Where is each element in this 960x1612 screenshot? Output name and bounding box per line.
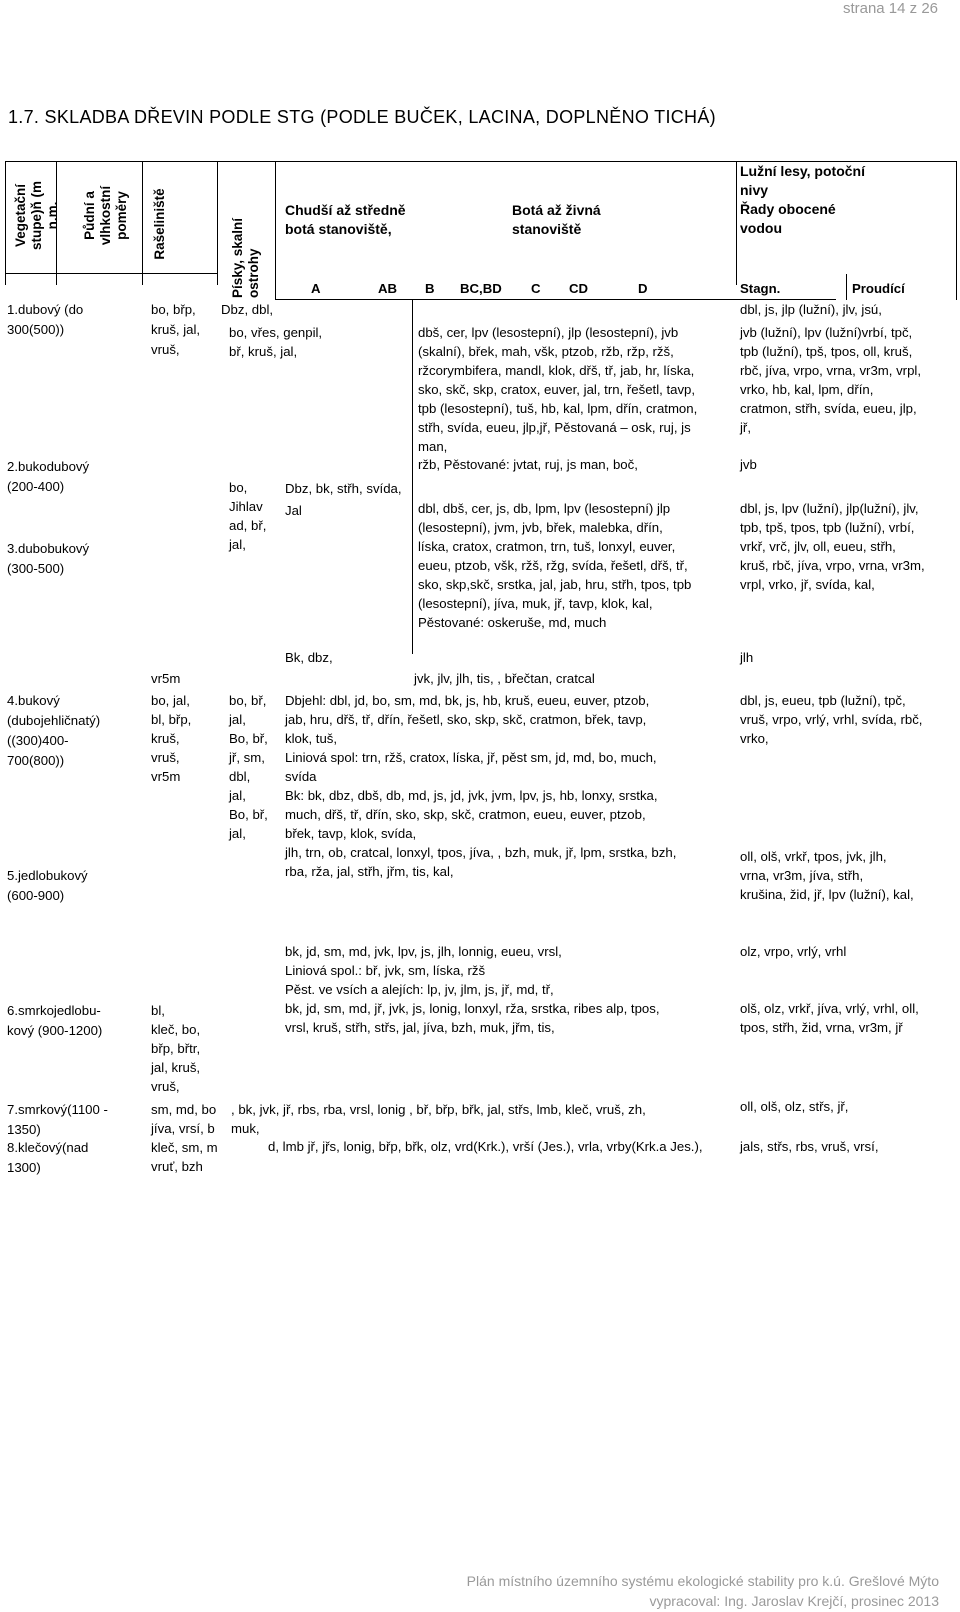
peat-r45: bo, jal, bl, břp, kruš, vruš, vr5m — [151, 693, 192, 784]
peat-top-r45: vr5m — [151, 671, 181, 686]
rich-r2: ržb, Pěstované: jvtat, ruj, js man, boč, — [418, 457, 638, 472]
main-r45: Dbjehl: dbl, jd, bo, sm, md, bk, js, hb, kruš, eueu, euver, ptzob, jab, hru, dřš, tř, dřín, řešetl, sko, skp, skč, cratmon, břek, tavp, klok, tuš, Liniová spol: trn, ržš, cratox, líska, jř, pěst sm, jd, md, bo, much, svída Bk: bk, dbz, dbš, db, md, js, jd, jvk, jvm, lpv, js, hb, lonxy, srstka, much, dřš, tř, dřín, sko, skp, skč, cratmon, eueu, euver, ptzob, břek, tavp, klok, svída, jlh, trn, ob, cratcal, lonxyl, tpos, jíva, , bzh, muk, jř, lpm, srstka, bzh, rba, rža, jal, střh, jřm, tis, kal, — [285, 693, 677, 879]
wide-species-r45: jvk, jlv, jlh, tis, , břečtan, cratcal — [414, 671, 595, 686]
sand-r45: bo, bř, jal, Bo, bř, jř, sm, dbl, jal, Bo, bř, jal, — [229, 693, 268, 841]
poor-top-r45: Bk, dbz, — [285, 650, 333, 665]
footer-plan-title: Plán místního územního systému ekologické stability pro k.ú. Grešlové Mýto — [466, 1573, 939, 1589]
page-number: strana 14 z 26 — [842, 0, 938, 17]
stage-1-dubovy: 1.dubový (do 300(500)) — [7, 302, 84, 337]
trophic-label: A — [311, 281, 321, 296]
trophic-label: CD — [569, 281, 589, 296]
trophic-label: D — [638, 281, 648, 296]
header-peat-bog: Rašeliniště — [152, 188, 167, 260]
peat-r7: sm, md, bo jíva, vrsí, b — [151, 1102, 217, 1136]
stage-8-klecovy: 8.klečový(nad 1300) — [7, 1140, 89, 1175]
peat-r6: bl, kleč, bo, břp, břtr, jal, kruš, vruš, — [151, 1003, 201, 1094]
riparian-r8: jals, střs, rbs, vruš, vrsí, — [740, 1139, 879, 1154]
trophic-label: B — [425, 281, 435, 296]
peat-r1: bo, břp, kruš, jal, vruš, — [151, 302, 201, 357]
riparian-r6: olz, vrpo, vrlý, vrhl olš, olz, vrkř, jíva, vrlý, vrhl, oll, tpos, střh, žid, vrna, vr3m, jř — [740, 944, 919, 1035]
stage-2-bukodubovy: 2.bukodubový (200-400) — [7, 459, 90, 494]
rich-r3: dbl, dbš, cer, js, db, lpm, lpv (lesostepní) jlp (lesostepní), jvm, jvb, břek, malebka, dřín, líska, cratox, cratmon, trn, tuš, lonxyl, euver, eueu, ptzob, všk, ržš, ržg, svída, řešetl, dřš, tř, sko, skp,skč, srstka, jal, jab, hru, střh, tpos, tpb (lesostepní), jíva, muk, jř, tavp, klok, kal, Pěstované: oskeruše, md, much — [418, 501, 692, 630]
riparian-r3: dbl, js, lpv (lužní), jlp(lužní), jlv, tpb, tpš, tpos, tpb (lužní), vrbí, vrkř, vrč, jlv, oll, eueu, střh, kruš, rbč, jíva, vrpo, vrna, vr3m, vrpl, vrko, jř, svída, kal, — [740, 501, 925, 592]
header-vegetation-stage: Vegetační stupe)ň (m n.m. — [13, 181, 60, 250]
trophic-label: Proudící — [852, 281, 905, 296]
footer-author: vypracoval: Ing. Jaroslav Krejčí, prosinec 2013 — [649, 1593, 939, 1609]
header-sand-rocks: Písky, skalní ostrohy — [230, 217, 261, 298]
sand-r1: bo, vřes, genpil, bř, kruš, jal, — [229, 325, 323, 359]
trophic-label: Stagn. — [740, 281, 781, 296]
peat-r8: kleč, sm, m vruť, bzh — [151, 1140, 218, 1174]
stage-4-bukovy: 4.bukový (dubojehličnatý) ((300)400- 700(800)) — [7, 693, 101, 768]
section-heading: 1.7. SKLADBA DŘEVIN PODLE STG (PODLE BUČEK, LACINA, DOPLNĚNO TICHÁ) — [8, 107, 716, 127]
trophic-label: BC,BD — [460, 281, 502, 296]
riparian-r7: oll, olš, olz, střs, jř, — [740, 1099, 849, 1114]
main-r7: , bk, jvk, jř, rbs, rba, vrsl, lonig , bř, břp, břk, jal, střs, lmb, kleč, vruš, zh, muk, — [231, 1102, 646, 1136]
riparian-top-r45: jlh — [740, 650, 754, 665]
poor-r3: Dbz, bk, střh, svída, Jal — [285, 481, 402, 518]
main-r6: bk, jd, sm, md, jvk, lpv, js, jlh, lonnig, eueu, vrsl, Liniová spol.: bř, jvk, sm, líska, ržš Pěst. ve vsích a alejích: lp, jv, jlm, js, jř, md, tř, bk, jd, sm, md, jř, jvk, js, lonig, lonxyl, rža, srstka, ribes alp, tpos, vrsl, kruš, střh, střs, jal, jíva, bzh, muk, jřm, tis, — [285, 944, 660, 1035]
rich-r1: dbš, cer, lpv (lesostepní), jlp (lesostepní), jvb (skalní), břek, mah, všk, ptzob, ržb, ržp, ržš, ržcorymbifera, mandl, klok, dřš, tř, jab, hr, líska, sko, skč, skp, cratox, euver, jal, trn, řešetl, tavp, tpb (lesostepní), tuš, hb, kal, lpm, dřín, cratmon, střh, svída, eueu, jlp,jř, Pěstovaná – osk, ruj, js man, — [418, 325, 698, 454]
riparian-top-r1: dbl, js, jlp (lužní), jlv, jsú, — [740, 302, 882, 317]
riparian-r2: jvb — [740, 457, 757, 472]
stage-7-smrkovy: 7.smrkový(1100 - 1350) — [7, 1102, 108, 1137]
trophic-label: C — [531, 281, 541, 296]
sand-top-r1: Dbz, dbl, — [221, 302, 274, 317]
riparian-r1: jvb (lužní), lpv (lužní)vrbí, tpč, tpb (lužní), tpš, tpos, oll, kruš, rbč, jíva, vrpo, vrna, vr3m, vrpl, vrko, hb, kal, lpm, dřín, cratmon, střh, svída, eueu, jlp, jř, — [740, 325, 922, 435]
header-rich-sites: Botá až živná stanoviště — [512, 202, 601, 237]
sand-r3: bo, Jihlav ad, bř, jal, — [229, 480, 267, 552]
riparian-b-r45: oll, olš, vrkř, tpos, jvk, jlh, vrna, vr3m, jíva, střh, krušina, žid, jř, lpv (lužní), kal, — [740, 849, 914, 902]
stage-3-dubobukovy: 3.dubobukový (300-500) — [7, 541, 90, 576]
riparian-a-r45: dbl, js, eueu, tpb (lužní), tpč, vruš, vrpo, vrlý, vrhl, svída, rbč, vrko, — [740, 693, 923, 746]
header-riparian: Lužní lesy, potoční nivy Řady obocené vodou — [740, 163, 865, 236]
stage-5-jedlobukovy: 5.jedlobukový (600-900) — [7, 868, 88, 903]
header-soil-moisture: Půdní a vlhkostní poměry — [82, 185, 129, 246]
main-r8: d, lmb jř, jřs, lonig, břp, břk, olz, vrd(Krk.), vrší (Jes.), vrla, vrby(Krk.a Jes.), — [268, 1139, 703, 1154]
stage-6-smrkojedlobukovy: 6.smrkojedlobu- kový (900-1200) — [7, 1003, 103, 1038]
trophic-label: AB — [378, 281, 398, 296]
header-poor-sites: Chudší až středně botá stanoviště, — [285, 202, 406, 237]
